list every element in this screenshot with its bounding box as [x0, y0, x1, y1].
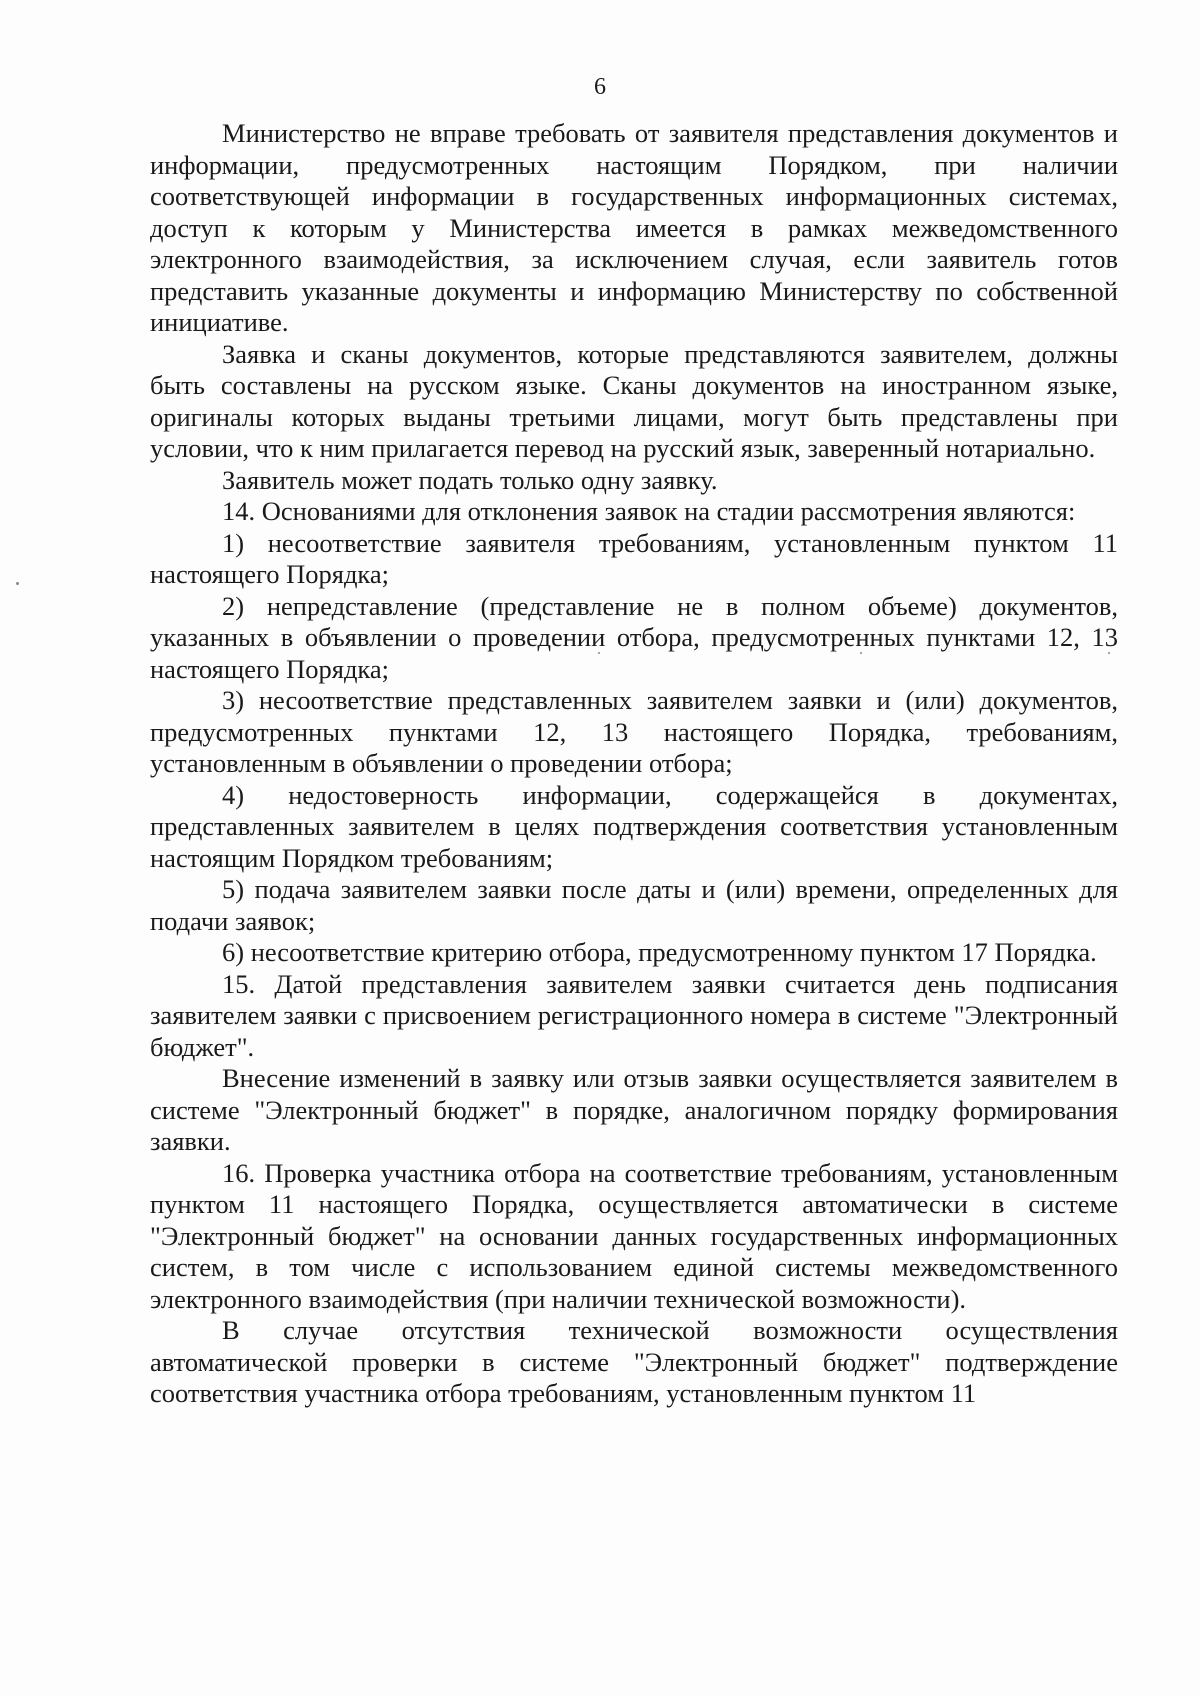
list-item-6: 6) несоответствие критерию отбора, предусмотренному пунктом 17 Порядка. [222, 937, 1097, 967]
page-number: 6 [594, 74, 606, 100]
paragraph-15-submission-date: 15. Датой представления заявителем заявки считается день подписания заявителем заявки с присвоением регистрационного номера в системе "Электронный бюджет". [150, 968, 1118, 1062]
paragraph-one-application: Заявитель может подать только одну заявку. [222, 464, 718, 495]
list-item-2: 2) непредставление (представление не в полном объеме) документов, указанных в объявлении о проведении отбора, предусмотренных пунктами 12, 13 настоящего Порядка; [150, 590, 1118, 684]
list-item-1: 1) несоответствие заявителя требованиям, установленным пунктом 11 настоящего Порядка; [150, 527, 1118, 589]
paragraph-no-technical-possibility: В случае отсутствия технической возможности осуществления автоматической проверки в системе "Электронный бюджет" подтверждение соответствия участника отбора требованиям, установленным пунктом 11 [150, 1315, 1118, 1408]
list-item-3: 3) несоответствие представленных заявителем заявки и (или) документов, предусмотренных пунктами 12, 13 настоящего Порядка, требованиям, установленным в объявлении о проведении отбора; [150, 685, 1118, 778]
paragraph-ministry-cannot-require: Министерство не вправе требовать от заявителя представления документов и информации, предусмотренных настоящим Порядком, при наличии соответствующей информации в государственных информационных системах, доступ к которым у Министерства имеется в рамках межведомственного электронного взаимодействия, за исключением случая, если заявитель готов представить указанные документы и информацию Министерству по собственной инициативе. [150, 118, 1118, 337]
scan-speck [1108, 652, 1110, 654]
scan-speck [598, 652, 600, 654]
document-body [150, 118, 1118, 1410]
paragraph-changes-withdrawal: Внесение изменений в заявку или отзыв заявки осуществляется заявителем в системе "Электронный бюджет" в порядке, аналогичном порядку формирования заявки. [150, 1063, 1118, 1156]
list-item-4: 4) недостоверность информации, содержащейся в документах, представленных заявителем в целях подтверждения соответствия установленным настоящим Порядком требованиям; [150, 779, 1118, 873]
paragraph-14-rejection-grounds: 14. Основаниями для отклонения заявок на стадии рассмотрения являются: [222, 496, 1076, 526]
scan-speck [16, 582, 19, 585]
list-item-5: 5) подача заявителем заявки после даты и (или) времени, определенных для подачи заявок; [150, 874, 1118, 936]
scan-speck [860, 652, 862, 654]
paragraph-language-requirement: Заявка и сканы документов, которые представляются заявителем, должны быть составлены на русском языке. Сканы документов на иностранном языке, оригиналы которых выданы третьими лицами, могут быть представлены при условии, что к ним прилагается перевод на русский язык, заверенный нотариально. [150, 338, 1118, 463]
paragraph-16-verification: 16. Проверка участника отбора на соответствие требованиям, установленным пунктом 11 настоящего Порядка, осуществляется автоматически в системе "Электронный бюджет" на основании данных государственных информационных систем, в том числе с использованием единой системы межведомственного электронного взаимодействия (при наличии технической возможности). [150, 1157, 1118, 1314]
